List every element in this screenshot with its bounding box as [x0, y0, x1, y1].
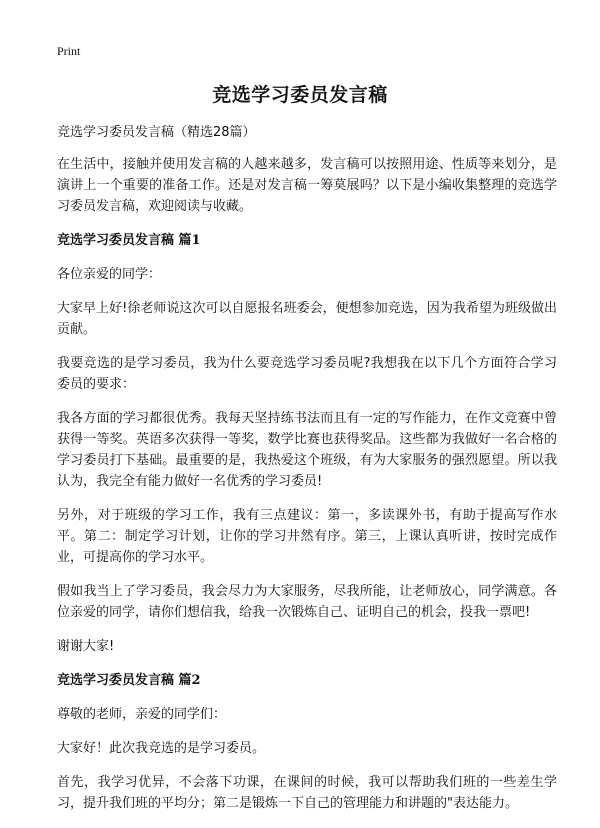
paragraph: 假如我当上了学习委员，我会尽力为大家服务，尽我所能，让老师放心，同学满意。各位亲爱的同学，请你们想信我，给我一次锻炼自己、证明自己的机会，投我一票吧! [57, 584, 557, 620]
paragraph: 大家早上好!徐老师说这次可以自愿报名班委会，便想参加竞选，因为我希望为班级做出贡献。 [57, 301, 557, 337]
section-2 [57, 670, 557, 814]
paragraph: 我各方面的学习都很优秀。我每天坚持练书法而且有一定的写作能力，在作文竞赛中曾获得一等奖。英语多次获得一等奖，数学比赛也获得奖品。这些都为我做好一名合格的学习委员打下基础。最重要的是，我热爱这个班级，有为大家服务的强烈愿望。所以我认为，我完全有能力做好一名优秀的学习委员! [57, 411, 557, 489]
paragraph: 大家好！此次我竞选的是学习委员。 [57, 741, 266, 756]
paragraph: 各位亲爱的同学： [57, 267, 162, 282]
page-title: 竞选学习委员发言稿 [212, 84, 388, 106]
paragraph: 首先，我学习优异，不会落下功课，在课间的时候，我可以帮助我们班的一些差生学习，提升我们班的平均分；第二是锻炼一下自己的管理能力和讲题的"表达能力。 [57, 775, 557, 811]
section-1 [57, 230, 557, 657]
print-link[interactable]: Print [57, 44, 81, 58]
paragraph: 谢谢大家! [57, 639, 115, 654]
document-body [57, 122, 557, 827]
paragraph: 我要竞选的是学习委员，我为什么要竞选学习委员呢?我想我在以下几个方面符合学习委员的要求： [57, 356, 557, 392]
paragraph: 另外，对于班级的学习工作，我有三点建议：第一，多读课外书，有助于提高写作水平。第二：制定学习计划，让你的学习井然有序。第三，上课认真听讲，按时完成作业，可提高你的学习水平。 [57, 508, 557, 565]
section-heading: 竞选学习委员发言稿 篇1 [57, 233, 201, 248]
paragraph: 尊敬的老师，亲爱的同学们： [57, 707, 227, 722]
section-heading: 竞选学习委员发言稿 篇2 [57, 673, 201, 688]
intro-paragraph: 在生活中，接触并使用发言稿的人越来越多，发言稿可以按照用途、性质等来划分，是演讲上一个重要的准备工作。还是对发言稿一筹莫展吗？以下是小编收集整理的竞选学习委员发言稿，欢迎阅读与收藏。 [57, 157, 557, 214]
document-subtitle: 竞选学习委员发言稿（精选28篇） [57, 125, 256, 140]
